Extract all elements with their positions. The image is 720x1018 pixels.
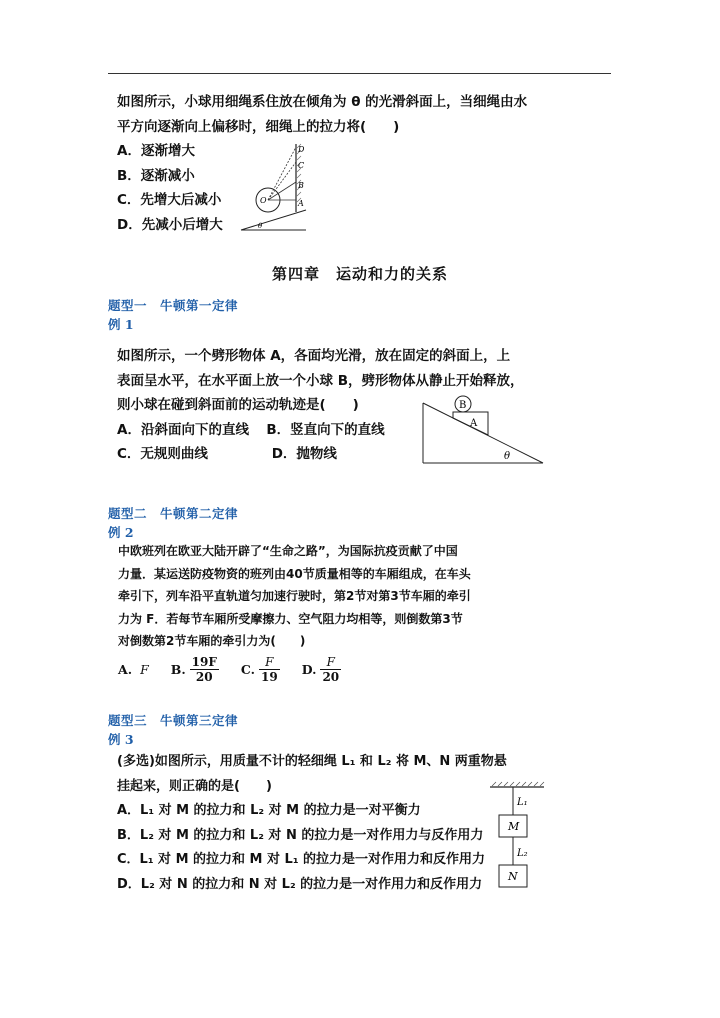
figure-label-wedge-a: A bbox=[470, 418, 478, 429]
option-d-fraction bbox=[320, 655, 341, 684]
question-3-stem-2: 挂起来，则正确的是( ) bbox=[117, 778, 272, 794]
option-b-denominator: 20 bbox=[195, 670, 213, 684]
figure-label-b: B bbox=[298, 181, 304, 190]
question-2-stem-1: 中欧班列在欧亚大陆开辟了“生命之路”，为国际抗疫贡献了中国 bbox=[118, 544, 458, 558]
question-2 bbox=[118, 540, 471, 653]
example-3-label: 例 3 bbox=[108, 732, 134, 747]
figure-label-a: A bbox=[298, 199, 304, 208]
question-3-option-c: C．L₁ 对 M 的拉力和 M 对 L₁ 的拉力是一对作用力和反作用力 bbox=[117, 852, 486, 867]
example-2-label: 例 2 bbox=[108, 525, 134, 540]
type-3-heading: 题型三 牛顿第三定律 bbox=[108, 713, 239, 728]
question-pre-option-a: A．逐渐增大 bbox=[117, 143, 195, 159]
question-3-stem-1: (多选)如图所示，用质量不计的轻细绳 L₁ 和 L₂ 将 M、N 两重物悬 bbox=[117, 754, 507, 769]
question-pre-option-c: C．先增大后减小 bbox=[117, 192, 222, 208]
option-b-numerator: 19F bbox=[191, 655, 217, 669]
question-2-option-a bbox=[118, 662, 149, 677]
option-c-fraction bbox=[259, 655, 280, 684]
option-d-denominator: 20 bbox=[322, 670, 340, 684]
question-pre bbox=[117, 90, 527, 237]
figure-label-theta: θ bbox=[258, 222, 263, 230]
example-1-label: 例 1 bbox=[108, 317, 134, 332]
figure-label-ball-b: B bbox=[459, 400, 467, 411]
option-b-label: B. bbox=[170, 662, 186, 677]
question-2-stem-3: 牵引下，列车沿平直轨道匀加速行驶时，第2节对第3节车厢的牵引 bbox=[118, 589, 471, 603]
question-3-option-a: A．L₁ 对 M 的拉力和 L₂ 对 M 的拉力是一对平衡力 bbox=[117, 803, 421, 818]
figure-label-n: N bbox=[508, 870, 518, 883]
figure-label-d: D bbox=[298, 145, 305, 154]
question-1-option-b: B．竖直向下的直线 bbox=[266, 421, 385, 438]
figure-label-c: C bbox=[298, 161, 305, 170]
question-1-option-a: A．沿斜面向下的直线 bbox=[117, 421, 249, 438]
option-a-label: A. bbox=[118, 662, 133, 677]
question-1-option-c: C．无规则曲线 bbox=[117, 446, 208, 462]
question-2-options bbox=[118, 655, 363, 684]
figure-label-theta-1: θ bbox=[504, 451, 511, 462]
question-1-stem-1: 如图所示，一个劈形物体 A，各面均光滑，放在固定的斜面上，上 bbox=[117, 348, 511, 364]
option-d-label: D. bbox=[301, 662, 317, 677]
question-1-stem-3: 则小球在碰到斜面前的运动轨迹是( ) bbox=[117, 397, 359, 413]
option-b-fraction bbox=[190, 655, 219, 684]
figure-label-m: M bbox=[508, 820, 520, 833]
wedge-figure bbox=[420, 393, 546, 465]
question-3 bbox=[117, 750, 507, 897]
question-3-option-d: D．L₂ 对 N 的拉力和 N 对 L₂ 的拉力是一对作用力和反作用力 bbox=[117, 876, 483, 892]
figure-label-o: O bbox=[260, 196, 267, 205]
type-2-heading: 题型二 牛顿第二定律 bbox=[108, 506, 239, 521]
question-1-option-d: D．抛物线 bbox=[271, 446, 337, 462]
option-c-denominator: 19 bbox=[260, 670, 278, 684]
question-1-stem-2: 表面呈水平，在水平面上放一个小球 B，劈形物体从静止开始释放， bbox=[117, 372, 524, 389]
question-3-option-b: B．L₂ 对 M 的拉力和 L₂ 对 N 的拉力是一对作用力与反作用力 bbox=[117, 827, 484, 843]
chapter-title: 第四章 运动和力的关系 bbox=[271, 265, 448, 283]
question-2-stem-2: 力量．某运送防疫物资的班列由40节质量相等的车厢组成，在车头 bbox=[118, 566, 471, 581]
question-pre-stem-1: 如图所示，小球用细绳系住放在倾角为 θ 的光滑斜面上，当细绳由水 bbox=[117, 94, 528, 110]
question-2-option-d bbox=[302, 655, 341, 684]
question-pre-option-b: B．逐渐减小 bbox=[117, 167, 195, 184]
header-rule bbox=[108, 73, 611, 74]
question-pre-option-d: D．先减小后增大 bbox=[117, 216, 223, 233]
figure-label-l1: L₁ bbox=[517, 797, 528, 808]
question-2-option-b bbox=[171, 655, 219, 684]
option-c-numerator: F bbox=[259, 655, 280, 670]
option-c-label: C. bbox=[240, 662, 255, 677]
question-2-option-c bbox=[241, 655, 280, 684]
type-1-heading: 题型一 牛顿第一定律 bbox=[108, 298, 239, 313]
option-d-numerator: F bbox=[320, 655, 341, 670]
question-pre-stem-2: 平方向逐渐向上偏移时，细绳上的拉力将( ) bbox=[117, 118, 400, 135]
option-a-value: F bbox=[140, 662, 149, 677]
question-2-stem-4: 力为 F．若每节车厢所受摩擦力、空气阻力均相等，则倒数第3节 bbox=[118, 611, 463, 626]
question-2-stem-5: 对倒数第2节车厢的牵引力为( ) bbox=[118, 634, 306, 648]
hanging-masses-figure bbox=[488, 780, 548, 890]
incline-ball-figure bbox=[238, 140, 313, 235]
figure-label-l2: L₂ bbox=[517, 848, 528, 859]
